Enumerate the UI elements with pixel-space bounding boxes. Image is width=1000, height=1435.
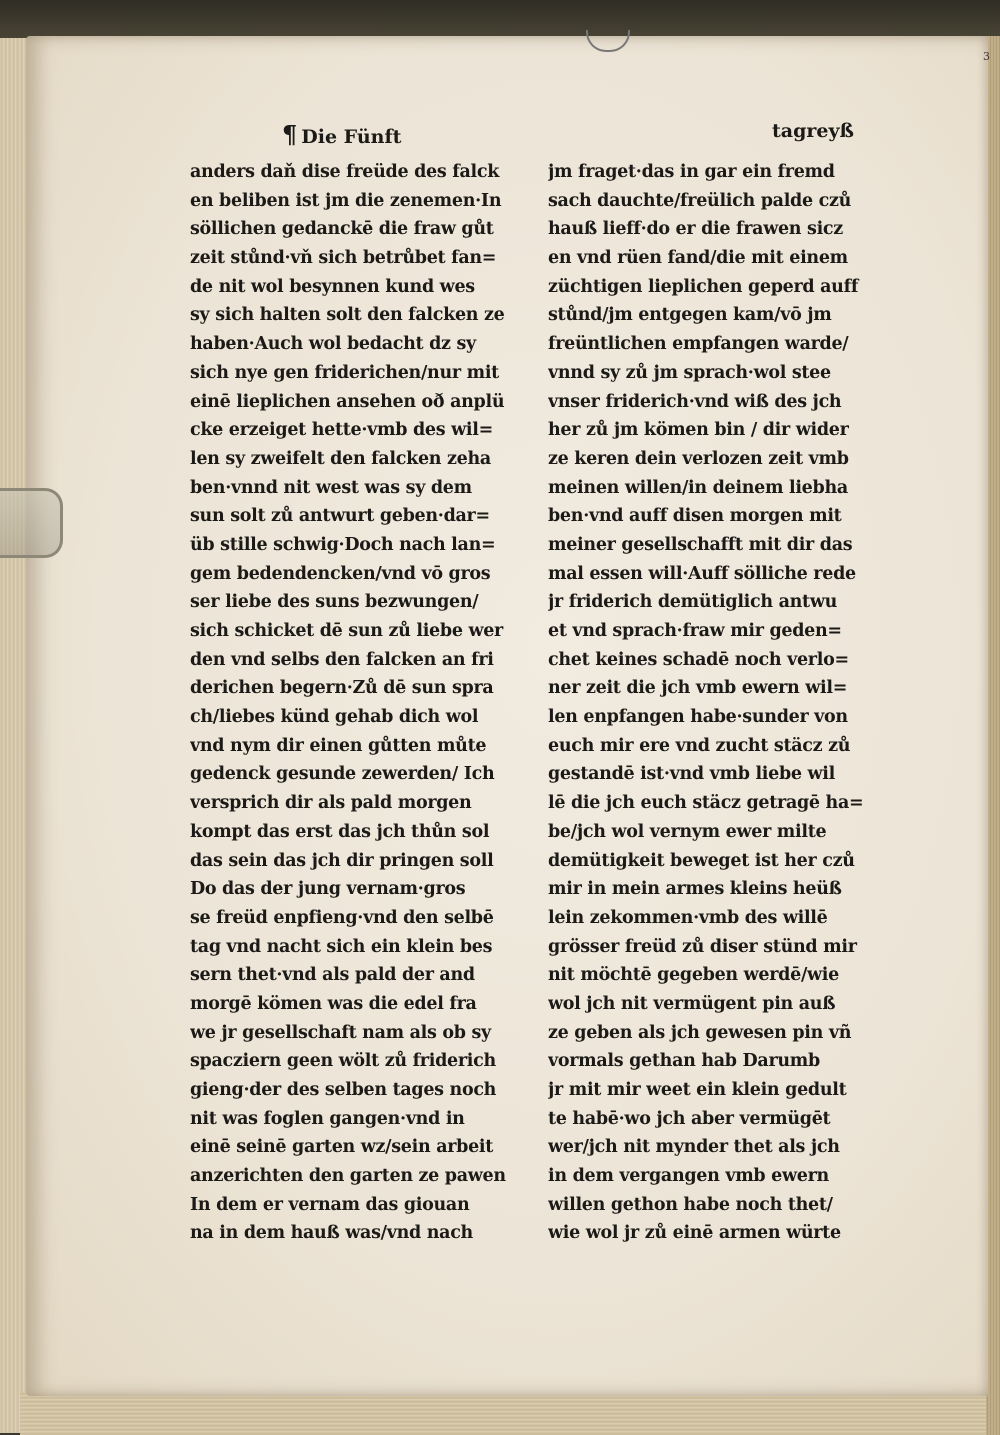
text-line: ben·vnnd nit west was sy dem xyxy=(190,477,472,498)
text-line: einē lieplichen ansehen oð anplü xyxy=(190,391,505,412)
text-line: wol jch nit vermügent pin auß xyxy=(548,993,836,1014)
text-line: te habē·wo jch aber vermügēt xyxy=(548,1108,831,1129)
running-head-right: tagreyß xyxy=(772,120,854,142)
text-line: cke erzeiget hette·vmb des wil= xyxy=(190,420,493,441)
text-line: ch/liebes künd gehab dich wol xyxy=(190,707,479,728)
text-line: ner zeit die jch vmb ewern wil= xyxy=(548,678,848,699)
text-line: kompt das erst das jch thůn sol xyxy=(190,821,490,842)
text-line: jm fraget·das in gar ein fremd xyxy=(548,162,835,182)
text-line: ze geben als jch gewesen pin vñ xyxy=(548,1022,852,1043)
text-line: sach dauchte/freülich palde czů xyxy=(548,190,852,211)
text-line: lein zekommen·vmb des willē xyxy=(548,907,828,928)
background-surface xyxy=(0,0,1000,40)
text-line: euch mir ere vnd zucht stäcz zů xyxy=(548,735,851,756)
text-line: anders daň dise freüde des falck xyxy=(190,162,500,182)
text-line: einē seinē garten wz/sein arbeit xyxy=(190,1137,494,1158)
text-line: gestandē ist·vnd vmb liebe wil xyxy=(548,764,835,785)
page-clip-icon xyxy=(0,488,63,558)
text-line: grösser freüd zů diser stünd mir xyxy=(548,936,857,957)
text-line: sun solt zů antwurt geben·dar= xyxy=(190,506,490,527)
text-line: en vnd rüen fand/die mit einem xyxy=(548,248,848,269)
text-line: söllichen gedanckē die fraw gůt xyxy=(190,219,494,240)
text-line: das sein das jch dir pringen soll xyxy=(190,850,494,871)
pilcrow-icon: ¶ xyxy=(282,120,298,149)
text-line: vnnd sy zů jm sprach·wol stee xyxy=(548,362,831,383)
text-line: de nit wol besynnen kund wes xyxy=(190,276,475,297)
text-line: mal essen will·Auff sölliche rede xyxy=(548,563,856,584)
text-line: derichen begern·Zů dē sun spra xyxy=(190,678,494,699)
text-line: vnd nym dir einen gůtten můte xyxy=(190,735,487,756)
text-line: In dem er vernam das giouan xyxy=(190,1194,470,1215)
running-head-left-text: Die Fünft xyxy=(301,126,402,148)
text-line: chet keines schadē noch verlo= xyxy=(548,649,849,670)
text-line: sern thet·vnd als pald der and xyxy=(190,965,475,986)
text-column-left xyxy=(190,158,530,1248)
bottom-page-edges xyxy=(20,1392,1000,1435)
text-line: vormals gethan hab Darumb xyxy=(548,1051,820,1072)
right-page-edges xyxy=(986,36,1000,1435)
text-line: nit möchtē gegeben werdē/wie xyxy=(548,965,839,986)
text-line: ser liebe des suns bezwungen/ xyxy=(190,592,479,613)
text-line: meiner gesellschafft mit dir das xyxy=(548,534,853,555)
text-line: in dem vergangen vmb ewern xyxy=(548,1166,829,1187)
text-line: züchtigen lieplichen geperd auff xyxy=(548,276,859,297)
text-line: gieng·der des selben tages noch xyxy=(190,1080,497,1100)
running-head-left xyxy=(282,120,401,149)
text-line: zeit stůnd·vň sich betrůbet fan= xyxy=(190,248,497,269)
text-line: den vnd selbs den falcken an fri xyxy=(190,649,494,670)
text-line: nit was foglen gangen·vnd in xyxy=(190,1108,465,1129)
text-line: versprich dir als pald morgen xyxy=(190,793,472,814)
text-line: wie wol jr zů einē armen würte xyxy=(548,1223,841,1244)
text-line: sy sich halten solt den falcken ze xyxy=(190,305,505,326)
text-line: tag vnd nacht sich ein klein bes xyxy=(190,936,493,957)
text-line: demütigkeit beweget ist her czů xyxy=(548,850,855,871)
text-line: na in dem hauß was/vnd nach xyxy=(190,1223,473,1244)
text-line: gedenck gesunde zewerden/ Ich xyxy=(190,764,495,785)
text-line: freüntlichen empfangen warde/ xyxy=(548,334,849,355)
text-line: her zů jm kömen bin / dir wider xyxy=(548,420,849,441)
text-line: be/jch wol vernym ewer milte xyxy=(548,821,827,842)
text-line: se freüd enpfieng·vnd den selbē xyxy=(190,907,494,928)
text-line: willen gethon habe noch thet/ xyxy=(548,1194,833,1215)
text-line: stůnd/jm entgegen kam/vō jm xyxy=(548,305,832,326)
text-line: sich nye gen friderichen/nur mit xyxy=(190,362,499,383)
signature-mark: 3 xyxy=(983,50,990,63)
text-line: morgē kömen was die edel fra xyxy=(190,993,477,1014)
text-line: haben·Auch wol bedacht dz sy xyxy=(190,334,476,355)
text-line: hauß lieff·do er die frawen sicz xyxy=(548,219,843,240)
text-line: meinen willen/in deinem liebha xyxy=(548,477,848,498)
text-line: lē die jch euch stäcz getragē ha= xyxy=(548,793,864,814)
text-line: gem bedendencken/vnd vō gros xyxy=(190,563,491,584)
text-line: len sy zweifelt den falcken zeha xyxy=(190,448,491,469)
text-line: we jr gesellschaft nam als ob sy xyxy=(190,1022,491,1043)
text-line: et vnd sprach·fraw mir geden= xyxy=(548,621,842,641)
text-line: spacziern geen wölt zů friderich xyxy=(190,1051,496,1072)
text-line: len enpfangen habe·sunder von xyxy=(548,707,848,728)
text-line: ben·vnd auff disen morgen mit xyxy=(548,506,842,527)
text-line: jr mit mir weet ein klein gedult xyxy=(548,1080,847,1100)
text-line: jr friderich demütiglich antwu xyxy=(548,592,838,613)
text-line: ze keren dein verlozen zeit vmb xyxy=(548,448,849,469)
text-line: sich schicket dē sun zů liebe wer xyxy=(190,621,503,641)
text-line: en beliben ist jm die zenemen·In xyxy=(190,190,502,211)
text-line: anzerichten den garten ze pawen xyxy=(190,1166,506,1187)
text-line: vnser friderich·vnd wiß des jch xyxy=(548,391,842,412)
text-line: wer/jch nit mynder thet als jch xyxy=(548,1137,840,1158)
text-line: Do das der jung vernam·gros xyxy=(190,879,466,900)
text-column-right xyxy=(548,158,888,1248)
text-line: mir in mein armes kleins heüß xyxy=(548,879,842,900)
text-line: üb stille schwig·Doch nach lan= xyxy=(190,534,496,555)
